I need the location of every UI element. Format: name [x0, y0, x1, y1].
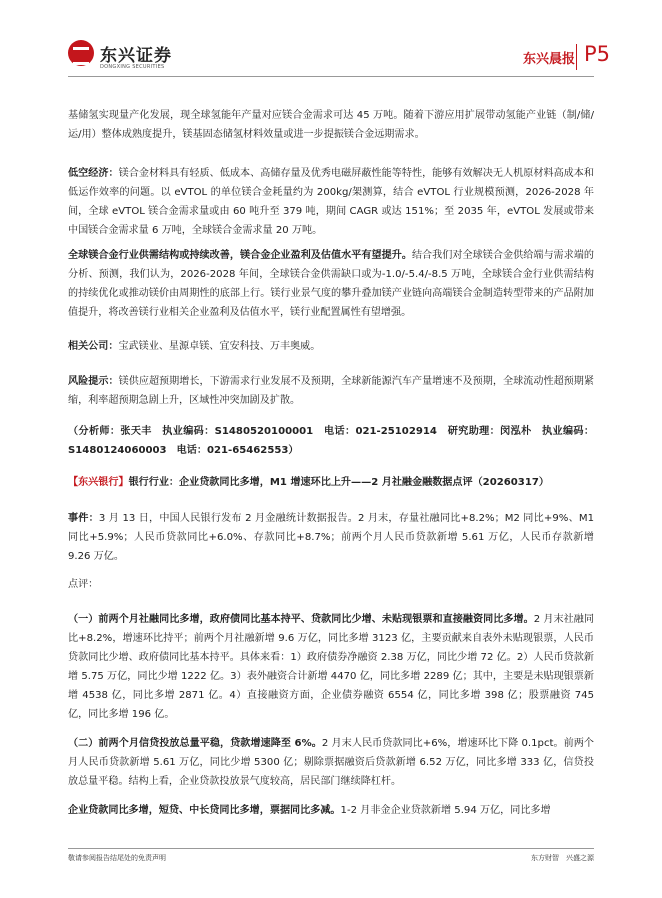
footer-rule [68, 848, 594, 849]
paragraph-text: 3 月 13 日，中国人民银行发布 2 月金融统计数据报告。2 月末，存量社融同比+8.2%；M2 同比+9%、M1 同比+5.9%；人民币贷款同比+6.0%、存款同比+8.7%；前两个月人民币贷款新增 5.61 万亿，人民币存款新增 9.26 万亿。 [68, 513, 594, 562]
footer-slogan: 东方财智 兴盛之源 [531, 854, 594, 862]
paragraph-related-companies [68, 337, 594, 356]
paragraph-supply-demand [68, 246, 594, 322]
paragraph-text: 2 月末社融同比+8.2%，增速环比持平；前两个月社融新增 9.6 万亿，同比多增 3123 亿，主要贡献来自表外未贴现银票，人民币贷款同比少增、政府债同比基本持平。具体来看：1）政府债券净融资 2.38 万亿，同比少增 72 亿。2）人民币贷款新增 5.75 万亿，同比少增 1222 亿。3）表外融资合计新增 4470 亿，同比多增 2289 亿；其中，主要是未贴现银票新增 4538 亿，同比多增 2871 亿。4）直接融资方面，企业债券融资 6554 亿，同比多增 398 亿；股票融资 745 亿，同比多增 196 亿。 [68, 614, 594, 720]
section-title-bank [68, 473, 594, 492]
paragraph-heading: 全球镁合金行业供需结构或持续改善，镁合金企业盈利及估值水平有望提升。 [68, 250, 412, 261]
header-divider [576, 44, 577, 70]
page-header [0, 0, 662, 80]
report-brand: 东兴晨报 [523, 52, 576, 67]
paragraph-comment-label [68, 575, 594, 594]
paragraph-risk [68, 372, 594, 410]
paragraph-text: 结合我们对全球镁合金供给端与需求端的分析、预测，我们认为，2026-2028 年间，全球镁合金供需缺口或为-1.0/-5.4/-8.5 万吨，全球镁合金行业供需结构的持续优化或推动镁价由周期性的底部上行。镁行业景气度的攀升叠加镁产业链向高端镁合金制造转型带来的产品附加值提升，将改善镁行业相关企业盈利及估值水平，镁行业配置属性有望增强。 [68, 250, 594, 318]
paragraph-credit [68, 734, 594, 791]
paragraph-text: 镁供应超预期增长，下游需求行业发展不及预期，全球新能源汽车产量增速不及预期，全球流动性超预期紧缩，利率超预期急剧上升，区域性冲突加剧及扩散。 [68, 376, 595, 406]
paragraph-heading: 风险提示： [68, 376, 119, 387]
page-number: P5 [584, 42, 611, 66]
paragraph-text: 1-2 月非金企业贷款新增 5.94 万亿，同比多增 [340, 805, 551, 816]
paragraph-social-financing [68, 610, 594, 724]
paragraph-heading: （二）前两个月信贷投放总量平稳，贷款增速降至 6%。 [68, 738, 322, 749]
paragraph-heading: 低空经济： [68, 168, 119, 179]
analyst-info [68, 422, 594, 460]
paragraph-text: 宝武镁业、星源卓镁、宜安科技、万丰奥威。 [118, 341, 321, 352]
paragraph-text: 点评： [68, 579, 99, 590]
paragraph-corporate-loans [68, 801, 594, 820]
logo-subtitle: DONGXING SECURITIES [100, 64, 165, 70]
paragraph-text: 镁合金材料具有轻质、低成本、高储存量及优秀电磁屏蔽性能等特性，能够有效解决无人机原材料高成本和低运作效率的问题。以 eVTOL 的单位镁合金耗量约为 200kg/架测算，结合 eVTOL 行业规模预测，2026-2028 年间，全球 eVTOL 镁合金需求量或由 60 吨升至 379 吨，期间 CAGR 或达 151%；至 2035 年，eVTOL 发展或带来中国镁合金需求量 6 万吨，全球镁合金需求量 20 万吨。 [68, 168, 595, 236]
company-logo [68, 40, 172, 66]
paragraph-heading: 相关公司： [68, 341, 119, 352]
paragraph-heading: （一）前两个月社融同比多增，政府债同比基本持平、贷款同比少增、未贴现银票和直接融资同比多增。 [68, 614, 534, 625]
paragraph-event [68, 509, 594, 566]
analyst-text: （分析师：张天丰 执业编码：S1480520100001 电话：021-25102914 研究助理：闵泓朴 执业编码：S1480124060003 电话：021-65462553） [68, 426, 594, 456]
header-rule [68, 76, 594, 77]
paragraph-text: 2 月末人民币贷款同比+6%，增速环比下降 0.1pct。前两个月人民币贷款新增 5.61 万亿，同比少增 5300 亿；剔除票据融资后贷款新增 6.52 万亿，同比多增 333 亿，信贷投放总量平稳。结构上看，企业贷款投放景气度较高，居民部门继续降杠杆。 [68, 738, 594, 787]
footer-disclaimer: 敬请参阅报告结尾处的免责声明 [68, 854, 166, 862]
paragraph-text: 基储氢实现量产化发展，现全球氢能年产量对应镁合金需求可达 45 万吨。随着下游应用扩展带动氢能产业链（制/储/运/用）整体成熟度提升，镁基固态储氢材料效量或进一步提振镁合金远期需求。 [68, 110, 594, 140]
section-title-text: 银行行业：企业贷款同比多增，M1 增速环比上升——2 月社融金融数据点评（20260317） [128, 477, 549, 488]
section-tag: 【东兴银行】 [68, 477, 129, 488]
paragraph-heading: 事件： [68, 513, 99, 524]
paragraph-hydrogen [68, 106, 594, 144]
logo-mark-icon [68, 40, 94, 66]
paragraph-heading: 企业贷款同比多增，短贷、中长贷同比多增，票据同比多减。 [68, 805, 341, 816]
paragraph-low-altitude [68, 164, 594, 240]
logo-text: 东兴证券 [100, 45, 172, 66]
